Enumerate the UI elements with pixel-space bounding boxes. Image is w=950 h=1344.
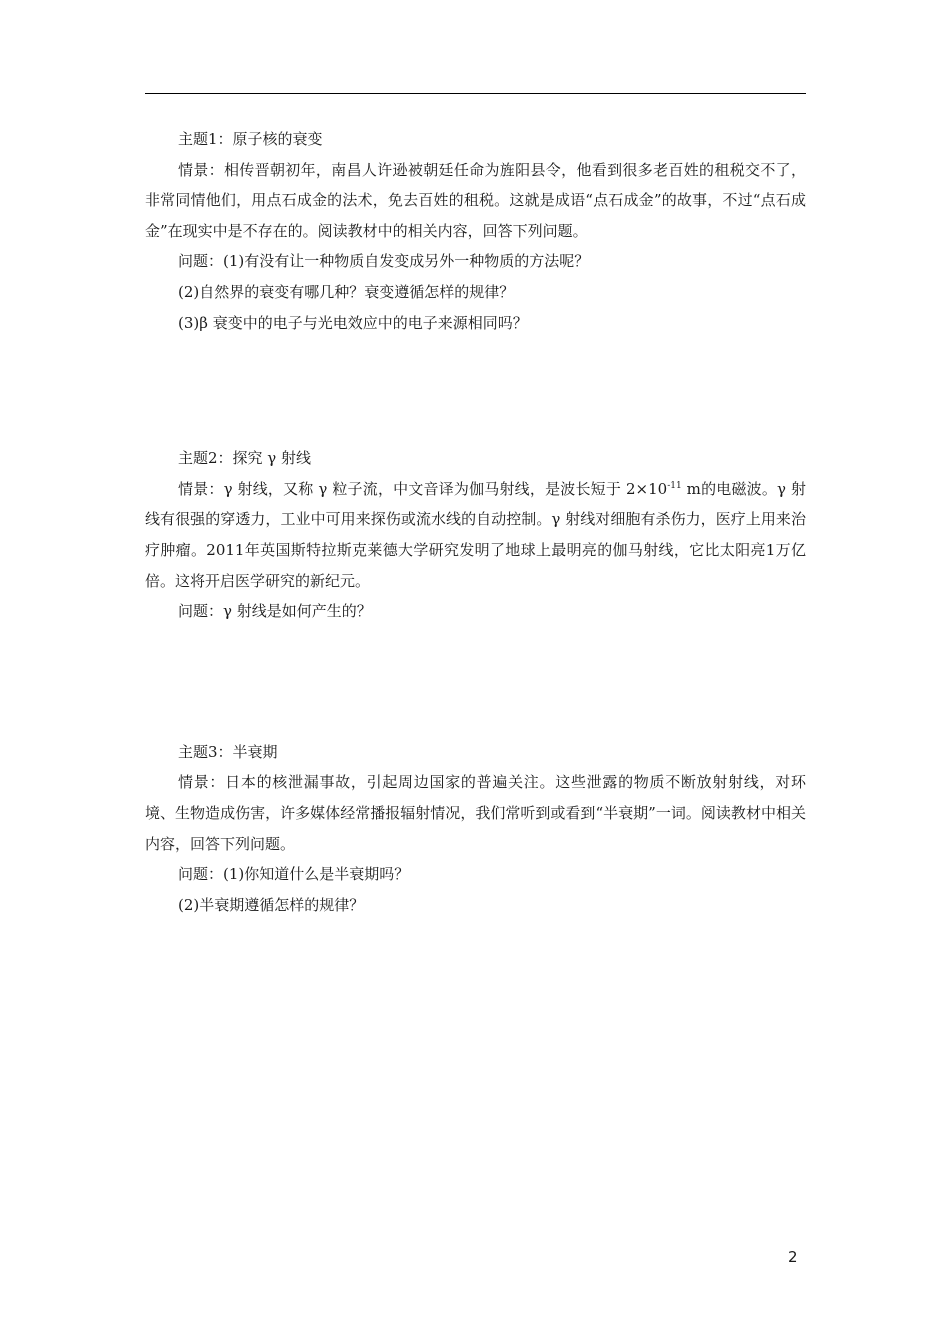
question: (2)半衰期遵循怎样的规律？ — [178, 895, 365, 914]
section-title: 主题2：探究 γ 射线 — [178, 449, 312, 468]
question: 问题：(1)有没有让一种物质自发变成另外一种物质的方法呢？ — [178, 252, 590, 271]
scenario-text-after: m的电磁波。γ 射线有很强的穿透力，工业中可用来探伤或流水线的自动控制。γ 射线对细胞有杀伤力，医疗上用来治疗肿瘤。2011年英国斯特拉斯克莱德大学研究发明了地球上最明亮的伽马射线，它比太阳亮1万亿倍。这将开启医学研究的新纪元。 — [145, 479, 806, 590]
blank-answer-space — [145, 627, 806, 737]
section-decay — [145, 124, 806, 338]
page-number: 2 — [788, 1248, 798, 1266]
scenario-paragraph — [145, 474, 806, 596]
page-content — [145, 124, 806, 920]
section-half-life — [145, 737, 806, 921]
scenario-text-before: 情景：γ 射线，又称 γ 粒子流，中文音译为伽马射线，是波长短于 2×10 — [178, 479, 668, 498]
question: (2)自然界的衰变有哪几种？衰变遵循怎样的规律？ — [178, 282, 515, 301]
scenario-paragraph: 情景：相传晋朝初年，南昌人许逊被朝廷任命为旌阳县令，他看到很多老百姓的租税交不了，非常同情他们，用点石成金的法术，免去百姓的租税。这就是成语“点石成金”的故事，不过“点石成金”在现实中是不存在的。阅读教材中的相关内容，回答下列问题。 — [145, 160, 806, 240]
blank-answer-space — [145, 338, 806, 443]
section-title: 主题3：半衰期 — [178, 742, 278, 761]
header-rule — [145, 93, 806, 94]
section-title: 主题1：原子核的衰变 — [178, 130, 323, 148]
scenario-paragraph: 情景：日本的核泄漏事故，引起周边国家的普遍关注。这些泄露的物质不断放射射线，对环境、生物造成伤害，许多媒体经常播报辐射情况，我们常听到或看到“半衰期”一词。阅读教材中相关内容，回答下列问题。 — [145, 773, 806, 853]
question: (3)β 衰变中的电子与光电效应中的电子来源相同吗？ — [178, 313, 528, 332]
question: 问题：(1)你知道什么是半衰期吗？ — [178, 865, 410, 884]
section-gamma-rays — [145, 443, 806, 627]
question: 问题：γ 射线是如何产生的？ — [178, 602, 372, 621]
exponent: -11 — [667, 480, 682, 491]
